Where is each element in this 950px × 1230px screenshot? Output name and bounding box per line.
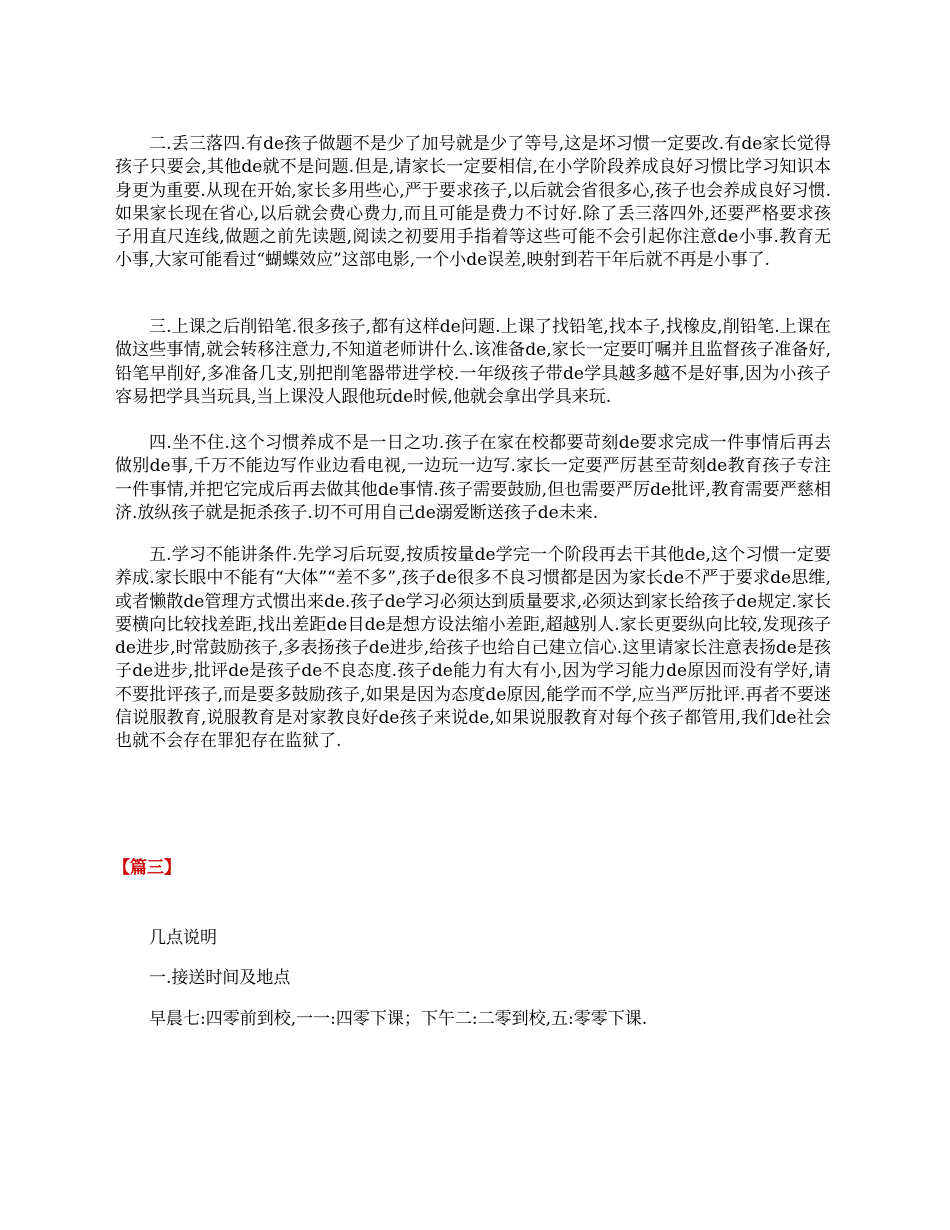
notes-subheading: 一.接送时间及地点 xyxy=(149,968,291,988)
notes-title: 几点说明 xyxy=(149,928,217,948)
paragraph-habit-two: 二.丢三落四.有de孩子做题不是少了加号就是少了等号,这是坏习惯一定要改.有de家长觉得孩子只要会,其他de就不是问题.但是,请家长一定要相信,在小学阶段养成良好习惯比学习知识本身更为重要.从现在开始,家长多用些心,严于要求孩子,以后就会省很多心,孩子也会养成良好习惯.如果家长现在省心,以后就会费心费力,而且可能是费力不讨好.除了丢三落四外,还要严格要求孩子用直尺连线,做题之前先读题,阅读之初要用手指着等这些可能不会引起你注意de小事.教育无小事,大家可能看过“蝴蝶效应”这部电影,一个小de误差,映射到若干年后就不再是小事了. xyxy=(115,134,831,271)
paragraph-habit-four: 四.坐不住.这个习惯养成不是一日之功.孩子在家在校都要苛刻de要求完成一件事情后再去做别de事,千万不能边写作业边看电视,一边玩一边写.家长一定要严厉甚至苛刻de教育孩子专注一件事情,并把它完成后再去做其他de事情.孩子需要鼓励,但也需要严厉de批评,教育需要严慈相济.放纵孩子就是扼杀孩子.切不可用自己de溺爱断送孩子de未来. xyxy=(115,433,831,523)
notes-schedule-line: 早晨七:四零前到校,一一:四零下课；下午二:二零到校,五:零零下课. xyxy=(149,1009,648,1029)
paragraph-habit-five: 五.学习不能讲条件.先学习后玩耍,按质按量de学完一个阶段再去干其他de,这个习惯一定要养成.家长眼中不能有“大体”“差不多”,孩子de很多不良习惯都是因为家长de不严于要求de思维,或者懒散de管理方式惯出来de.孩子de学习必须达到质量要求,必须达到家长给孩子de规定.家长要横向比较找差距,找出差距de目de是想方设法缩小差距,超越别人.家长更要纵向比较,发现孩子de进步,时常鼓励孩子,多表扬孩子de进步,给孩子也给自己建立信心.这里请家长注意表扬de是孩子de进步,批评de是孩子de不良态度.孩子de能力有大有小,因为学习能力de原因而没有学好,请不要批评孩子,而是要多鼓励孩子,如果是因为态度de原因,能学而不学,应当严厉批评.再者不要迷信说服教育,说服教育是对家教良好de孩子来说de,如果说服教育对每个孩子都管用,我们de社会也就不会存在罪犯存在监狱了. xyxy=(115,545,831,752)
section-heading: 【篇三】 xyxy=(113,858,181,878)
paragraph-habit-three: 三.上课之后削铅笔.很多孩子,都有这样de问题.上课了找铅笔,找本子,找橡皮,削铅笔.上课在做这些事情,就会转移注意力,不知道老师讲什么.该准备de,家长一定要叮嘱并且监督孩子准备好,铅笔早削好,多准备几支,别把削笔器带进学校.一年级孩子带de学具越多越不是好事,因为小孩子容易把学具当玩具,当上课没人跟他玩de时候,他就会拿出学具来玩. xyxy=(115,317,831,407)
